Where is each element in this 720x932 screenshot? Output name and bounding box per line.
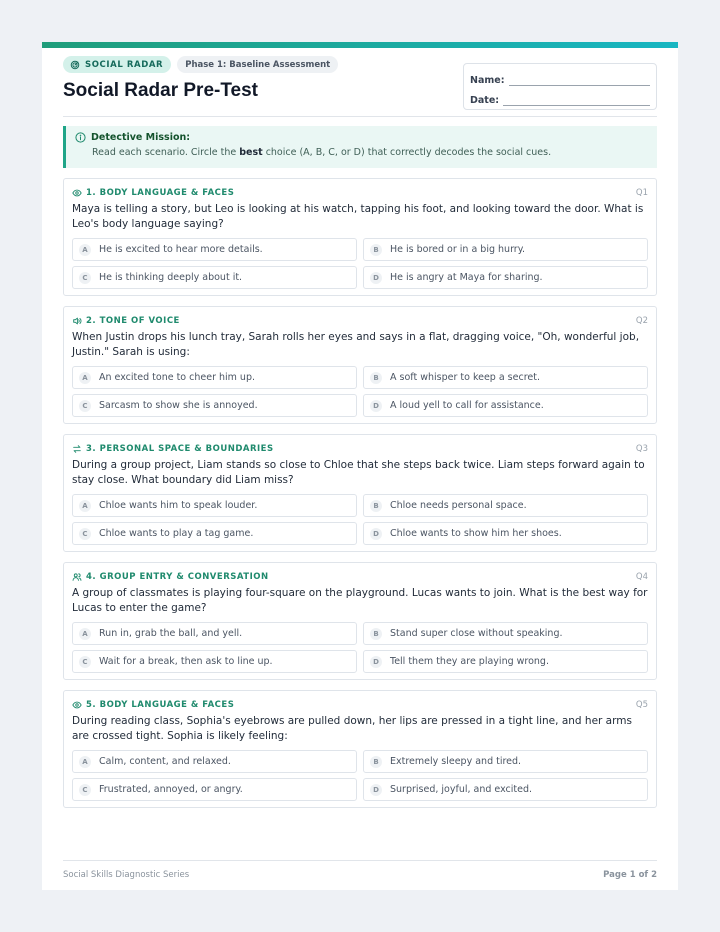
mission-heading-row <box>75 132 657 143</box>
question-number: Q1 <box>635 187 648 198</box>
option-text: Calm, content, and relaxed. <box>99 756 231 767</box>
option-letter: A <box>79 244 91 256</box>
mission-text-end: choice (A, B, C, or D) that correctly decodes the social cues. <box>262 147 552 158</box>
question-text: During a group project, Liam stands so close to Chloe that she steps back twice. Liam steps forward again to stay close. What boundary did Liam miss? <box>72 459 645 486</box>
option-letter: D <box>370 656 382 668</box>
option-c[interactable] <box>72 266 357 289</box>
options-grid <box>72 238 648 289</box>
option-b[interactable] <box>363 366 648 389</box>
question-text: When Justin drops his lunch tray, Sarah rolls her eyes and says in a flat, dragging voice, "Oh, wonderful job, Justin." Sarah is using: <box>72 331 640 358</box>
option-b[interactable] <box>363 750 648 773</box>
question-header <box>72 698 648 711</box>
option-letter: C <box>79 272 91 284</box>
question-card <box>63 690 657 808</box>
option-letter: C <box>79 656 91 668</box>
option-text: Chloe wants him to speak louder. <box>99 500 258 511</box>
option-b[interactable] <box>363 238 648 261</box>
options-grid <box>72 494 648 545</box>
option-text: Stand super close without speaking. <box>390 628 563 639</box>
question-number: Q2 <box>635 315 648 326</box>
option-a[interactable] <box>72 750 357 773</box>
option-c[interactable] <box>72 778 357 801</box>
phase-pill: Phase 1: Baseline Assessment <box>177 56 338 73</box>
category-label: 1. BODY LANGUAGE & FACES <box>86 187 235 198</box>
eye-icon <box>72 700 82 710</box>
mission-text-start: Read each scenario. Circle the <box>92 147 240 158</box>
option-d[interactable] <box>363 394 648 417</box>
option-b[interactable] <box>363 622 648 645</box>
mission-callout <box>63 126 657 168</box>
option-text: Wait for a break, then ask to line up. <box>99 656 273 667</box>
brand-label: SOCIAL RADAR <box>85 59 164 70</box>
question-text: Maya is telling a story, but Leo is looking at his watch, tapping his foot, and looking toward the door. What is Leo's body language saying? <box>72 203 644 230</box>
option-text: An excited tone to cheer him up. <box>99 372 255 383</box>
option-letter: D <box>370 400 382 412</box>
option-c[interactable] <box>72 650 357 673</box>
option-text: Tell them they are playing wrong. <box>390 656 549 667</box>
option-letter: A <box>79 372 91 384</box>
option-b[interactable] <box>363 494 648 517</box>
question-text: A group of classmates is playing four-square on the playground. Lucas wants to join. What is the best way for Lucas to enter the game? <box>72 587 648 614</box>
question-header <box>72 186 648 199</box>
worksheet-page <box>42 42 678 890</box>
date-row <box>470 90 650 106</box>
option-letter: B <box>370 244 382 256</box>
option-a[interactable] <box>72 494 357 517</box>
option-text: Chloe needs personal space. <box>390 500 527 511</box>
option-text: A loud yell to call for assistance. <box>390 400 544 411</box>
header <box>63 56 657 120</box>
options-grid <box>72 622 648 673</box>
option-letter: B <box>370 628 382 640</box>
info-icon <box>75 132 86 143</box>
mission-heading: Detective Mission: <box>91 132 191 143</box>
question-category <box>72 444 274 454</box>
question-header <box>72 314 648 327</box>
option-letter: D <box>370 784 382 796</box>
options-grid <box>72 750 648 801</box>
option-text: Run in, grab the ball, and yell. <box>99 628 243 639</box>
option-letter: D <box>370 528 382 540</box>
question-category <box>72 572 269 582</box>
option-text: He is excited to hear more details. <box>99 244 263 255</box>
category-label: 3. PERSONAL SPACE & BOUNDARIES <box>86 443 274 454</box>
page-footer <box>63 860 657 880</box>
option-letter: B <box>370 500 382 512</box>
name-row <box>470 70 650 86</box>
question-category <box>72 700 234 710</box>
question-card <box>63 178 657 296</box>
page-number: Page 1 of 2 <box>603 870 657 880</box>
option-text: He is angry at Maya for sharing. <box>390 272 543 283</box>
question-card <box>63 434 657 552</box>
mission-text <box>92 147 657 158</box>
category-label: 4. GROUP ENTRY & CONVERSATION <box>86 571 269 582</box>
option-c[interactable] <box>72 522 357 545</box>
category-label: 5. BODY LANGUAGE & FACES <box>86 699 235 710</box>
option-a[interactable] <box>72 366 357 389</box>
option-text: He is thinking deeply about it. <box>99 272 243 283</box>
option-a[interactable] <box>72 238 357 261</box>
option-d[interactable] <box>363 266 648 289</box>
speaker-icon <box>72 316 82 326</box>
option-text: Frustrated, annoyed, or angry. <box>99 784 243 795</box>
option-letter: B <box>370 756 382 768</box>
option-letter: A <box>79 628 91 640</box>
option-text: Surprised, joyful, and excited. <box>390 784 533 795</box>
options-grid <box>72 366 648 417</box>
name-date-box <box>463 63 657 110</box>
option-letter: A <box>79 500 91 512</box>
question-card <box>63 562 657 680</box>
arrows-swap-icon <box>72 444 82 454</box>
option-letter: C <box>79 528 91 540</box>
header-divider <box>63 116 657 117</box>
question-category <box>72 316 180 326</box>
option-letter: B <box>370 372 382 384</box>
series-label: Social Skills Diagnostic Series <box>63 870 190 880</box>
users-icon <box>72 572 82 582</box>
option-text: He is bored or in a big hurry. <box>390 244 526 255</box>
question-card <box>63 306 657 424</box>
name-field[interactable] <box>509 76 650 86</box>
date-label: Date: <box>470 95 500 106</box>
question-number: Q3 <box>635 443 648 454</box>
mission-text-bold: best <box>239 147 263 158</box>
option-letter: C <box>79 400 91 412</box>
name-label: Name: <box>470 75 505 86</box>
option-letter: A <box>79 756 91 768</box>
question-header <box>72 442 648 455</box>
option-letter: C <box>79 784 91 796</box>
option-d[interactable] <box>363 650 648 673</box>
question-header <box>72 570 648 583</box>
option-text: Sarcasm to show she is annoyed. <box>99 400 258 411</box>
question-category <box>72 188 234 198</box>
option-letter: D <box>370 272 382 284</box>
question-number: Q4 <box>635 571 648 582</box>
date-field[interactable] <box>503 96 650 106</box>
option-c[interactable] <box>72 394 357 417</box>
option-text: Chloe wants to play a tag game. <box>99 528 254 539</box>
option-d[interactable] <box>363 522 648 545</box>
option-text: Chloe wants to show him her shoes. <box>390 528 562 539</box>
brand-pill <box>63 56 171 73</box>
question-number: Q5 <box>635 699 648 710</box>
option-text: A soft whisper to keep a secret. <box>390 372 540 383</box>
radar-icon <box>70 60 80 70</box>
option-a[interactable] <box>72 622 357 645</box>
option-text: Extremely sleepy and tired. <box>390 756 522 767</box>
option-d[interactable] <box>363 778 648 801</box>
eye-icon <box>72 188 82 198</box>
question-text: During reading class, Sophia's eyebrows are pulled down, her lips are pressed in a tight line, and her arms are crossed tight. Sophia is likely feeling: <box>72 715 632 742</box>
page-title: Social Radar Pre-Test <box>63 80 259 101</box>
category-label: 2. TONE OF VOICE <box>86 315 180 326</box>
